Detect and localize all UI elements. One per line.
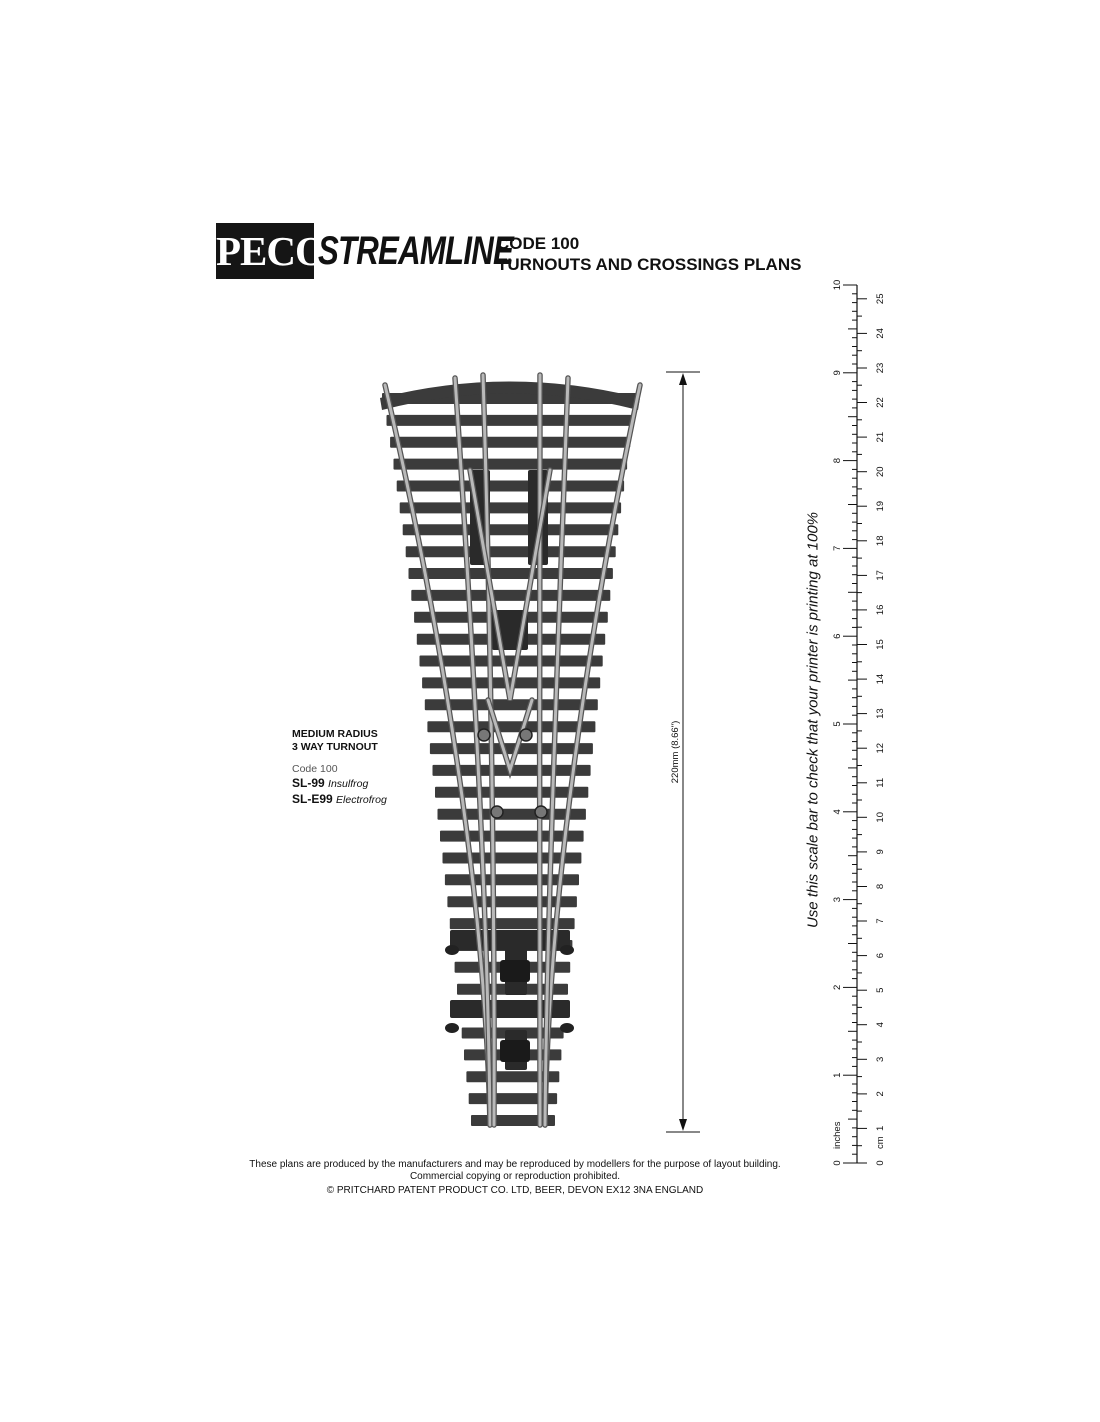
inch-tick-label: 6 <box>832 633 843 639</box>
cm-tick-label: 6 <box>875 952 886 959</box>
cm-tick-label: 23 <box>875 362 886 374</box>
point-lever <box>500 1040 530 1062</box>
inch-tick-label: 2 <box>832 984 843 991</box>
product-name-line-2: 3 WAY TURNOUT <box>292 741 378 753</box>
cm-tick-label: 24 <box>875 328 886 339</box>
inch-tick-label: 9 <box>832 370 843 376</box>
cm-tick-label: 15 <box>875 639 886 650</box>
title-line-1: CODE 100 <box>497 234 580 253</box>
cm-tick-label: 1 <box>875 1125 886 1132</box>
cm-tick-label: 3 <box>875 1056 886 1062</box>
cm-tick-label: 22 <box>875 397 886 408</box>
product-name-line-1: MEDIUM RADIUS <box>292 728 378 740</box>
inch-tick-label: 7 <box>832 545 843 552</box>
inch-tick-label: 10 <box>832 279 843 291</box>
product-code: Code 100 <box>292 763 338 775</box>
sleeper <box>435 787 588 798</box>
peco-logo: PECO <box>216 223 314 279</box>
dimension-line <box>666 372 700 1132</box>
dimension-label: 220mm (8.66") <box>670 720 681 784</box>
sleeper <box>420 656 603 667</box>
part-number: SL-E99 <box>292 792 333 806</box>
cm-tick-label: 8 <box>875 883 886 890</box>
part-type: Electrofrog <box>336 794 387 806</box>
footer <box>215 1159 815 1197</box>
bolt-icon <box>491 806 503 818</box>
inch-tick-label: 5 <box>832 721 843 727</box>
tiebar-end <box>445 945 459 955</box>
cm-tick-label: 18 <box>875 535 886 547</box>
cm-tick-label: 9 <box>875 849 886 855</box>
inch-tick-label: 1 <box>832 1072 843 1078</box>
tiebar-end <box>445 1023 459 1033</box>
cm-tick-label: 0 <box>875 1160 886 1166</box>
cm-tick-label: 2 <box>875 1091 886 1097</box>
cm-tick-label: 13 <box>875 708 886 719</box>
title-line-2: TURNOUTS AND CROSSINGS PLANS <box>497 255 802 274</box>
part-type: Insulfrog <box>328 778 369 790</box>
bolt-icon <box>478 729 490 741</box>
tiebar-end <box>560 1023 574 1033</box>
sleeper <box>403 524 619 535</box>
cm-tick-label: 20 <box>875 466 886 477</box>
sleeper <box>400 502 621 513</box>
sleeper <box>411 590 610 601</box>
inch-tick-label: 8 <box>832 457 843 464</box>
cm-tick-label: 10 <box>875 812 886 823</box>
cm-tick-label: 19 <box>875 500 886 512</box>
cm-tick-label: 14 <box>875 673 886 685</box>
sleeper <box>394 459 628 470</box>
cm-tick-label: 12 <box>875 742 886 754</box>
scale-bar-note: Use this scale bar to check that your printer is printing at 100% <box>804 511 822 929</box>
part-number: SL-99 <box>292 776 325 790</box>
inch-tick-label: 3 <box>832 896 843 903</box>
cm-tick-label: 7 <box>875 918 886 924</box>
inch-tick-label: 0 <box>832 1160 843 1166</box>
sleeper <box>387 415 634 426</box>
arrow-down-icon <box>679 1119 687 1131</box>
arrow-up-icon <box>679 373 687 385</box>
cm-tick-label: 16 <box>875 604 886 616</box>
streamline-wordmark: STREAMLINE <box>318 229 513 273</box>
sleeper <box>438 809 586 820</box>
tiebar-end <box>560 945 574 955</box>
sleeper <box>390 437 630 448</box>
footer-line-2: Commercial copying or reproduction prohibited. <box>409 1171 621 1182</box>
cm-tick-label: 11 <box>875 777 886 788</box>
cm-unit-label: cm <box>875 1136 886 1149</box>
bolt-icon <box>535 806 547 818</box>
sleeper <box>406 546 616 557</box>
cm-tick-label: 5 <box>875 987 886 993</box>
cm-tick-label: 4 <box>875 1022 886 1028</box>
bolt-icon <box>520 729 532 741</box>
footer-line-1: These plans are produced by the manufacturers and may be reproduced by modellers for the purpose of layout building. <box>249 1159 781 1170</box>
inches-unit-label: inches <box>832 1121 843 1149</box>
inch-tick-label: 4 <box>832 809 843 815</box>
point-lever <box>500 960 530 982</box>
sleeper <box>409 568 613 579</box>
sleeper <box>397 481 624 492</box>
cm-tick-label: 25 <box>875 293 886 305</box>
cm-tick-label: 21 <box>875 431 886 443</box>
cm-tick-label: 17 <box>875 570 886 581</box>
copyright: © PRITCHARD PATENT PRODUCT CO. LTD, BEER, DEVON EX12 3NA ENGLAND <box>326 1185 704 1196</box>
scale-bar <box>832 280 886 1166</box>
